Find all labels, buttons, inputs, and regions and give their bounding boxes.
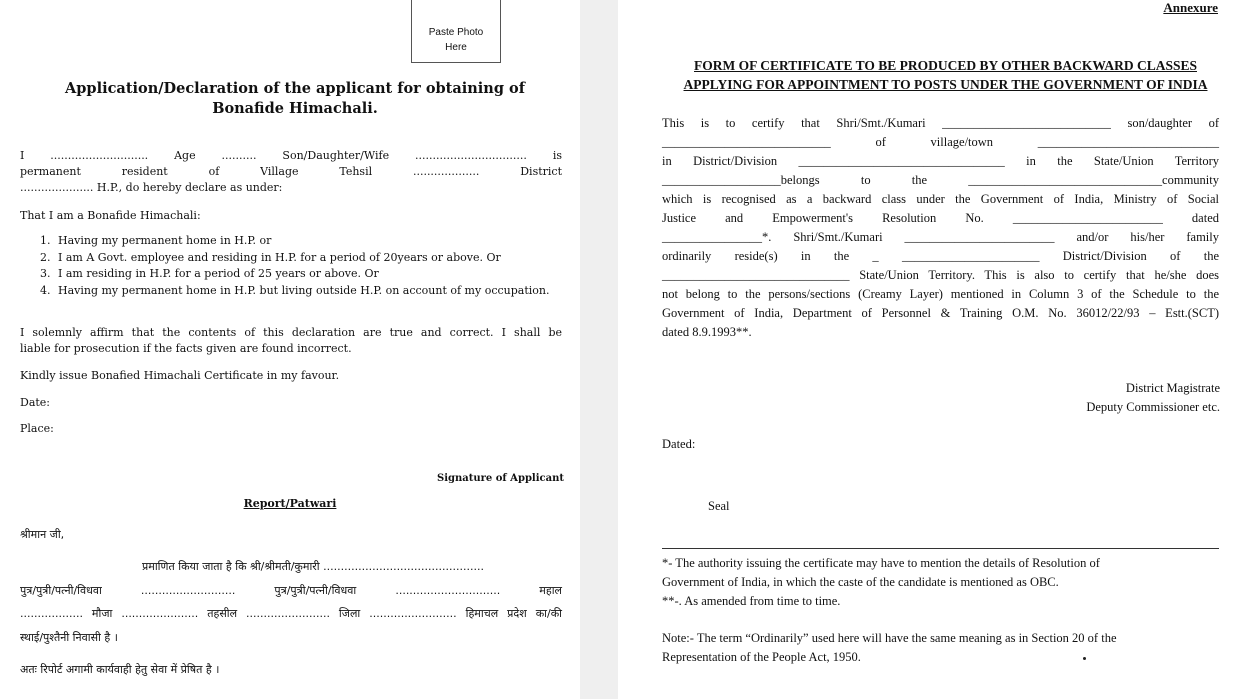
- certificate-line-4: ___________________belongs to the _______________________________community: [662, 173, 1219, 187]
- declaration-line-1: I ............................ Age .......... Son/Daughter/Wife ................................ is: [20, 149, 562, 162]
- note-line-1: Note:- The term “Ordinarily” used here will have the same meaning as in Section 20 of the: [662, 631, 1117, 645]
- certificate-line-9: ______________________________ State/Union Territory. This is also to certify that he/she does: [662, 268, 1219, 282]
- certificate-line-6: Justice and Empowerment's Resolution No. ________________________ dated: [662, 211, 1219, 225]
- obc-certificate-form: [618, 0, 1242, 699]
- deputy-commissioner: Deputy Commissioner etc.: [1086, 400, 1220, 414]
- form-title-line-2: Bonafide Himachali.: [212, 100, 378, 117]
- hindi-line-5: अतः रिपोर्ट अगामी कार्यवाही हेतु सेवा में प्रेषित है ।: [20, 663, 220, 676]
- district-magistrate: District Magistrate: [1125, 381, 1220, 395]
- hindi-salutation: श्रीमान जी,: [20, 528, 65, 541]
- hindi-line-3: .................. मौजा ...................... तहसील ........................ जिला ......................... हिमाचल प्रदेश का/की: [20, 607, 562, 620]
- place-label: Place:: [20, 422, 54, 435]
- stray-dot: [1083, 657, 1086, 660]
- signature-of-applicant: Signature of Applicant: [436, 473, 564, 484]
- footnote-double-star: **-. As amended from time to time.: [662, 594, 841, 608]
- certificate-title-line-1: FORM OF CERTIFICATE TO BE PRODUCED BY OTHER BACKWARD CLASSES: [694, 58, 1197, 73]
- affirm-line-2: liable for prosecution if the facts given are found incorrect.: [20, 342, 352, 355]
- list-item: 1. Having my permanent home in H.P. or: [40, 234, 272, 247]
- footnote-divider: [662, 548, 1219, 549]
- declaration-line-3: ..................... H.P., do hereby declare as under:: [20, 181, 283, 194]
- footnote-star-line-2: Government of India, in which the caste of the candidate is mentioned as OBC.: [662, 575, 1059, 589]
- certificate-line-11: Government of India, Department of Personnel & Training O.M. No. 36012/22/93 – Estt.(SCT): [662, 306, 1219, 320]
- that-i-am-line: That I am a Bonafide Himachali:: [20, 209, 201, 222]
- bonafide-himachali-form: [0, 0, 580, 699]
- report-patwari-heading: Report/Patwari: [243, 497, 337, 510]
- page-gutter: [580, 0, 618, 699]
- footnote-star-line-1: *- The authority issuing the certificate may have to mention the details of Resolution of: [662, 556, 1100, 570]
- hindi-line-2: पुत्र/पुत्री/पत्नी/विधवा ........................... पुत्र/पुत्री/पत्नी/विधवा .............................. महाल: [20, 584, 562, 597]
- certificate-title-line-2: APPLYING FOR APPOINTMENT TO POSTS UNDER THE GOVERNMENT OF INDIA: [683, 77, 1208, 92]
- form-title-line-1: Application/Declaration of the applicant for obtaining of: [65, 80, 525, 97]
- photo-box-text-1: Paste Photo: [428, 27, 484, 38]
- hindi-line-4: स्थाई/पुश्तैनी निवासी है ।: [20, 631, 118, 644]
- list-item: 3. I am residing in H.P. for a period of 25 years or above. Or: [40, 267, 379, 280]
- paste-photo-box: [411, 0, 501, 63]
- certificate-line-7: ________________*. Shri/Smt./Kumari ________________________ and/or his/her family: [662, 230, 1219, 244]
- affirm-line-1: I solemnly affirm that the contents of this declaration are true and correct. I shall be: [20, 326, 562, 339]
- dated-label: Dated:: [662, 437, 696, 451]
- certificate-line-5: which is recognised as a backward class under the Government of India, Ministry of Social: [662, 192, 1219, 206]
- kindly-issue-line: Kindly issue Bonafied Himachali Certificate in my favour.: [20, 369, 340, 382]
- list-item: 4. Having my permanent home in H.P. but living outside H.P. on account of my occupation.: [40, 283, 550, 297]
- certificate-line-10: not belong to the persons/sections (Creamy Layer) mentioned in Column 3 of the Schedule to the: [662, 287, 1219, 301]
- photo-box-text-2: Here: [445, 42, 467, 53]
- annexure-heading: Annexure: [1163, 0, 1218, 15]
- note-line-2: Representation of the People Act, 1950.: [662, 650, 861, 664]
- conditions-list: [40, 233, 565, 299]
- date-label: Date:: [20, 396, 51, 409]
- hindi-line-1: प्रमाणित किया जाता है कि श्री/श्रीमती/कुमारी ..............................................: [142, 560, 484, 573]
- certificate-line-3: in District/Division _________________________________ in the State/Union Territory: [662, 154, 1219, 168]
- list-item: 2. I am A Govt. employee and residing in H.P. for a period of 20years or above. Or: [40, 250, 501, 264]
- certificate-line-2: ___________________________ of village/town _____________________________: [662, 135, 1219, 149]
- certificate-line-1: This is to certify that Shri/Smt./Kumari ___________________________ son/daughter of: [662, 116, 1219, 130]
- declaration-line-2: permanent resident of Village Tehsil ................... District: [20, 165, 562, 178]
- certificate-line-12: dated 8.9.1993**.: [662, 325, 752, 339]
- seal-label: Seal: [708, 499, 730, 513]
- certificate-line-8: ordinarily reside(s) in the _ ______________________ District/Division of the: [662, 249, 1219, 263]
